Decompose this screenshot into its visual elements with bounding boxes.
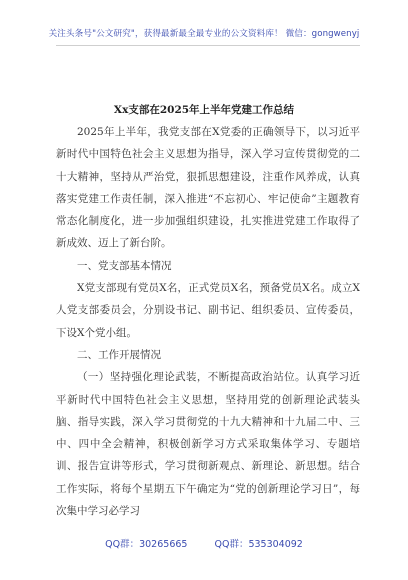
header-banner: 关注头条号"公文研究"，获得最新最全最专业的公文资料库！ 微信：gongwenyj [48, 29, 360, 39]
intro-paragraph: 2025年上半年，我党支部在X党委的正确领导下，以习近平新时代中国特色社会主义思想为指导，深入学习宣传贯彻党的二十大精神，坚持从严治党，狠抓思想建设，注重作风养成，认真落实党建工作责任制，深入推进“不忘初心、牢记使命”主题教育常态化制度化，进一步加强组织建设，扎实推进党建工作取得了新成效、迈上了新台阶。 [56, 126, 360, 250]
header-divider [56, 45, 360, 46]
footer [0, 536, 408, 550]
section1-paragraph: X党支部现有党员X名，正式党员X名，预备党员X名。成立X人党支部委员会，分别设书记、副书记、组织委员、宣传委员，下设X个党小组。 [56, 282, 360, 339]
section1-heading: 一、党支部基本情况 [77, 259, 172, 272]
footer-qq-group-1: QQ群：30265665 [105, 539, 188, 550]
section2-paragraph: （一）坚持强化理论武装，不断提高政治站位。认真学习近平新时代中国特色社会主义思想，坚持用党的创新理论武装头脑、指导实践，深入学习贯彻党的十九大精神和十九届二中、三中、四中全会精神，积极创新学习方式采取集体学习、专题培训、报告宣讲等形式，学习贯彻新观点、新理论、新思想。结合工作实际，将每个星期五下午确定为“党的创新理论学习日”，每次集中学习必学习 [56, 371, 360, 518]
document-title: Xx支部在2025年上半年党建工作总结 [113, 104, 295, 116]
footer-qq-group-2: QQ群：535304092 [214, 539, 303, 550]
document-body [56, 121, 360, 522]
section2-heading: 二、工作开展情况 [77, 348, 161, 361]
